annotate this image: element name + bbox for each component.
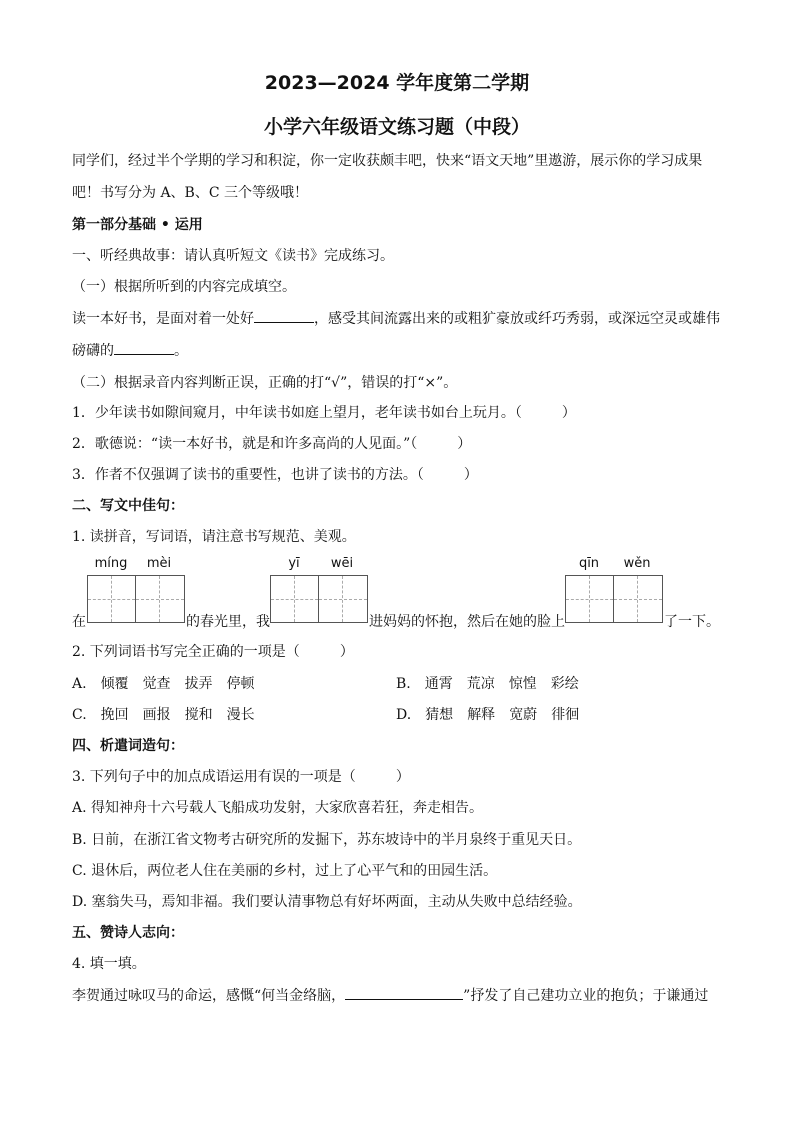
fill-text-e: 李贺通过咏叹马的命运，感慨“何当金络脑， (72, 988, 346, 1004)
q2-end: ） (339, 644, 354, 660)
fill-text-a: 读一本好书，是面对着一处好 (72, 311, 254, 327)
grid-cell[interactable] (319, 576, 367, 622)
judge-question-2 (72, 433, 471, 453)
option-label: A. (72, 676, 87, 692)
pinyin-ming: míng (94, 556, 128, 571)
option-word: 搅和 (184, 707, 213, 723)
judge-q2-text: 2．歌德说：“读一本好书，就是和许多高尚的人见面。”（ (72, 436, 418, 452)
q3-option-d[interactable]: D. 塞翁失马，焉知非福。我们要认清事物总有好坏两面，主动从失败中总结经验。 (72, 894, 582, 910)
option-word: 徘徊 (551, 707, 580, 723)
grid-cell[interactable] (88, 576, 136, 622)
pinyin-yi: yī (288, 556, 300, 571)
option-label: D. (396, 707, 412, 723)
option-word: 拔弄 (184, 676, 213, 692)
writing-grid-1[interactable] (87, 575, 185, 623)
option-word: 惊惶 (508, 676, 537, 692)
option-label: B. (396, 676, 411, 692)
q2-text: 2. 下列词语书写完全正确的一项是（ (72, 644, 300, 660)
fill-sentence-2 (72, 340, 188, 360)
judge-question-3 (72, 464, 478, 484)
option-word: 通霄 (424, 676, 453, 692)
q3-text: 3. 下列句子中的加点成语运用有误的一项是（ (72, 769, 356, 785)
option-c[interactable] (72, 704, 269, 724)
q3-option-a[interactable]: A. 得知神舟十六号载人飞船成功发射，大家欣喜若狂，奔走相告。 (72, 800, 484, 816)
option-word: 漫长 (226, 707, 255, 723)
fill-text-d: 。 (174, 343, 188, 359)
part1-heading: 第一部分基础 • 运用 (72, 217, 203, 233)
fill-text-f: ”抒发了自己建功立业的抱负；于谦通过 (463, 988, 709, 1004)
pinyin-qin: qīn (578, 556, 600, 571)
section5-heading: 五、赞诗人志向： (72, 925, 184, 941)
intro-line-2: 吧！书写分为 A、B、C 三个等级哦！ (72, 185, 309, 201)
writing-grid-3[interactable] (565, 575, 663, 623)
grid-cell[interactable] (136, 576, 184, 622)
option-d[interactable] (396, 704, 593, 724)
judge-q3-end: ） (463, 467, 478, 483)
option-word: 觉查 (142, 676, 171, 692)
section1-sub2: （二）根据录音内容判断正误，正确的打“√”，错误的打“×”。 (72, 375, 458, 391)
section2-q1: 1. 读拼音，写词语，请注意书写规范、美观。 (72, 529, 356, 545)
grid-cell[interactable] (271, 576, 319, 622)
judge-q1-text: 1．少年读书如隙间窥月，中年读书如庭上望月，老年读书如台上玩月。（ (72, 405, 522, 421)
answer-blank-2[interactable] (114, 340, 174, 355)
q3-end: ） (395, 769, 410, 785)
section4-q3 (72, 766, 410, 786)
option-word: 画报 (142, 707, 171, 723)
grid-cell[interactable] (566, 576, 614, 622)
intro-line-1: 同学们，经过半个学期的学习和积淀，你一定收获颇丰吧，快来“语文天地”里遨游，展示你的学习成果 (72, 153, 703, 169)
judge-q3-text: 3．作者不仅强调了读书的重要性，也讲了读书的方法。（ (72, 467, 424, 483)
exam-title: 2023—2024 学年度第二学期 (264, 72, 530, 94)
fill-sentence-3 (72, 985, 708, 1005)
option-word: 解释 (467, 707, 496, 723)
pinyin-mei: mèi (146, 556, 172, 571)
fill-sentence-1 (72, 308, 720, 328)
writing-grid-2[interactable] (270, 575, 368, 623)
section2-q2 (72, 641, 354, 661)
answer-blank-1[interactable] (254, 308, 314, 323)
sentence-fragment-1: 在 (72, 614, 86, 630)
judge-question-1 (72, 402, 576, 422)
section1-heading: 一、听经典故事：请认真听短文《读书》完成练习。 (72, 248, 394, 264)
sentence-fragment-3: 进妈妈的怀抱，然后在她的脸上 (369, 614, 565, 630)
q3-option-c[interactable]: C. 退休后，两位老人住在美丽的乡村，过上了心平气和的田园生活。 (72, 863, 498, 879)
option-word: 挽回 (100, 707, 129, 723)
option-word: 彩绘 (550, 676, 579, 692)
option-word: 猜想 (425, 707, 454, 723)
section5-q4: 4. 填一填。 (72, 956, 146, 972)
option-word: 停顿 (226, 676, 255, 692)
judge-q2-end: ） (457, 436, 472, 452)
sentence-fragment-2: 的春光里，我 (186, 614, 270, 630)
fill-text-b: ，感受其间流露出来的或粗犷豪放或纤巧秀弱，或深远空灵或雄伟 (314, 311, 720, 327)
pinyin-wei: wēi (330, 556, 354, 571)
option-label: C. (72, 707, 87, 723)
answer-blank-3[interactable] (345, 985, 463, 1000)
exam-subtitle: 小学六年级语文练习题（中段） (263, 116, 530, 138)
option-a[interactable] (72, 673, 269, 693)
option-word: 倾覆 (100, 676, 129, 692)
section1-sub1: （一）根据所听到的内容完成填空。 (72, 279, 296, 295)
judge-q1-end: ） (561, 405, 576, 421)
option-b[interactable] (396, 673, 593, 693)
q3-option-b[interactable]: B. 日前，在浙江省文物考古研究所的发掘下，苏东坡诗中的半月泉终于重见天日。 (72, 832, 582, 848)
grid-cell[interactable] (614, 576, 662, 622)
section4-heading: 四、析遣词造句： (72, 738, 184, 754)
option-word: 宽蔚 (509, 707, 538, 723)
pinyin-wen: wěn (623, 556, 651, 571)
fill-text-c: 磅礴的 (72, 343, 114, 359)
sentence-fragment-4: 了一下。 (664, 614, 720, 630)
section2-heading: 二、写文中佳句： (72, 498, 184, 514)
option-word: 荒凉 (466, 676, 495, 692)
